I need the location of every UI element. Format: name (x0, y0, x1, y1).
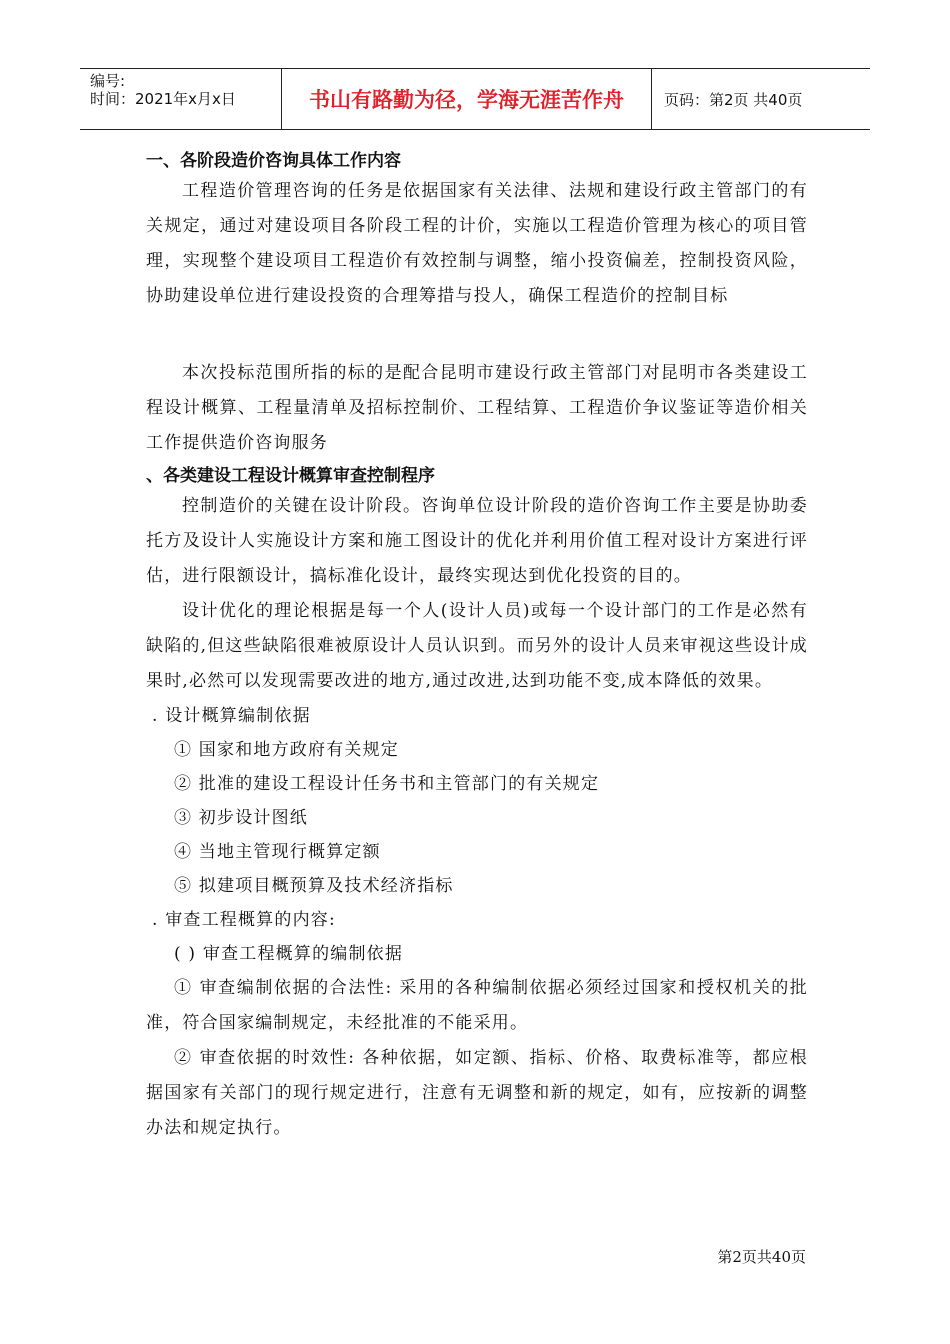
number-label: 编号: (90, 72, 126, 90)
header-meta (80, 69, 282, 129)
list-item: ⑤ 拟建项目概预算及技术经济指标 (174, 876, 454, 896)
subsection-review-basis: ( ) 审查工程概算的编制依据 (174, 944, 404, 964)
spacer (146, 314, 808, 348)
paragraph-2: 本次投标范围所指的标的是配合昆明市建设行政主管部门对昆明市各类建设工程设计概算、工程量清单及招标控制价、工程结算、工程造价争议鉴证等造价相关工作提供造价咨询服务 (146, 363, 808, 453)
time-label: 时间：2021年x月x日 (90, 90, 236, 108)
section-heading-1: 一、各阶段造价咨询具体工作内容 (146, 151, 401, 171)
page-footer: 第2页共40页 (717, 1248, 806, 1266)
paragraph-1: 工程造价管理咨询的任务是依据国家有关法律、法规和建设行政主管部门的有关规定，通过对建设项目各阶段工程的计价，实施以工程造价管理为核心的项目管理，实现整个建设项目工程造价有效控制与调整，缩小投资偏差，控制投资风险，协助建设单位进行建设投资的合理筹措与投人，确保工程造价的控制目标 (146, 181, 808, 306)
list-item: ④ 当地主管现行概算定额 (174, 842, 381, 862)
list-item: ① 国家和地方政府有关规定 (174, 740, 400, 760)
subsection-review: . 审查工程概算的内容: (152, 910, 336, 930)
review-item-legality: ① 审查编制依据的合法性: 采用的各种编制依据必须经过国家和授权机关的批准，符合国家编制规定，未经批准的不能采用。 (146, 978, 808, 1033)
paragraph-3: 控制造价的关键在设计阶段。咨询单位设计阶段的造价咨询工作主要是协助委托方及设计人实施设计方案和施工图设计的优化并利用价值工程对设计方案进行评估，进行限额设计，搞标准化设计，最终实现达到优化投资的目的。 (146, 496, 808, 586)
paragraph-4: 设计优化的理论根据是每一个人(设计人员)或每一个设计部门的工作是必然有缺陷的,但这些缺陷很难被原设计人员认识到。而另外的设计人员来审视这些设计成果时,必然可以发现需要改进的地方,通过改进,达到功能不变,成本降低的效果。 (146, 601, 808, 691)
page-header (80, 68, 870, 130)
section-heading-2: 、各类建设工程设计概算审查控制程序 (146, 466, 435, 486)
list-item: ③ 初步设计图纸 (174, 808, 309, 828)
list-item: ② 批准的建设工程设计任务书和主管部门的有关规定 (174, 774, 600, 794)
document-body (146, 148, 808, 1146)
header-page-number: 页码：第2页 共40页 (664, 90, 803, 109)
header-motto: 书山有路勤为径，学海无涯苦作舟 (282, 69, 652, 129)
subsection-basis: . 设计概算编制依据 (152, 706, 311, 726)
review-item-timeliness: ② 审查依据的时效性: 各种依据，如定额、指标、价格、取费标准等，都应根据国家有关部门的现行规定进行，注意有无调整和新的规定，如有，应按新的调整办法和规定执行。 (146, 1048, 808, 1138)
